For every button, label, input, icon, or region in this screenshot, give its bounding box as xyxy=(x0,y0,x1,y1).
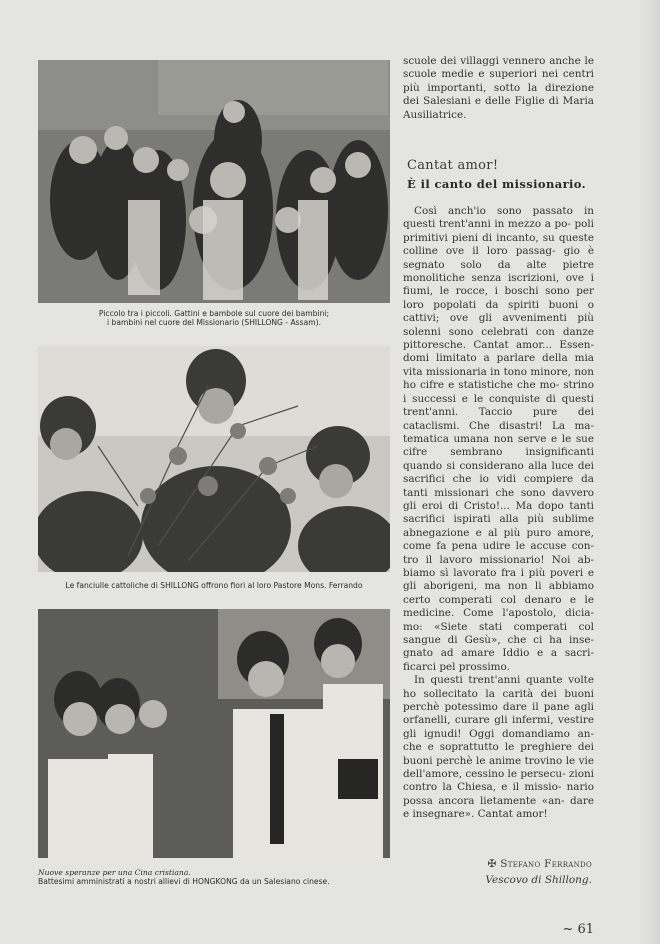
text-line: sangue di Gesù», che ci ha inse- xyxy=(403,634,594,646)
text-line: cataclismi. Che disastri! La ma- xyxy=(403,419,594,432)
intro-line: direzione dei Salesiani e delle xyxy=(403,81,594,108)
text-line: che e soprattutto le preghiere dei xyxy=(403,741,594,754)
photo-2-illustration xyxy=(38,346,390,572)
text-line: biamo sì lavorato fra i più poveri xyxy=(403,566,588,579)
text-line: quando si considerano alla luce dei xyxy=(403,459,594,472)
text-line: tanti missionari che sono davvero xyxy=(403,486,594,499)
section-subheading: È il canto del missionario. xyxy=(407,177,587,191)
signature-see: Vescovo di Shillong. xyxy=(485,874,592,886)
photo-girls-with-flowers xyxy=(38,346,390,572)
text-line: solenni sono celebrati con danze xyxy=(403,325,594,338)
text-line: certo comperati col denaro e le xyxy=(403,593,594,606)
text-line: nario possa ancora lietamente «an- xyxy=(403,781,594,807)
text-line: non ho cifre e statistiche che mo- xyxy=(403,365,594,392)
intro-line: le scuole medie e superiori nei xyxy=(403,55,594,81)
text-line: zioni contro la Chiesa, e il missio- xyxy=(403,768,594,794)
photo-3-illustration xyxy=(38,609,390,858)
text-line: gli ignudi! Oggi domandiamo an- xyxy=(403,727,594,740)
text-line: sue cifre sembrano insignificanti xyxy=(403,432,594,459)
text-line: vita missionaria in tono minore, xyxy=(403,365,575,378)
body-paragraph-1 xyxy=(403,205,594,674)
text-line: questi trent'anni. Taccio pure dei xyxy=(403,392,594,419)
intro-paragraph xyxy=(403,55,594,122)
text-line: cattivi; ove gli avvenimenti più xyxy=(403,312,594,325)
text-line: gio è segnato solo da alte pietre xyxy=(403,245,594,271)
text-line: loro popolati da spiriti buoni o xyxy=(403,298,594,311)
text-line: gnato ad amare Iddio e a sacri- xyxy=(403,647,594,660)
text-line: domi limitato a parlare della mia xyxy=(403,352,594,365)
page-number: ~ 61 xyxy=(562,922,594,937)
intro-line: scuole dei villaggi vennero anche xyxy=(403,55,585,67)
text-line: pittoresche. Cantat amor... Essen- xyxy=(403,339,594,352)
text-line: Così anch'io sono passato in xyxy=(414,205,594,217)
text-line: orfanelli, curare gli infermi, vestire xyxy=(403,714,594,727)
text-line: queste colline ove il loro passag- xyxy=(403,231,594,258)
text-line: mo: «Siete stati comperati col xyxy=(403,620,594,633)
body-paragraph-2 xyxy=(403,674,594,821)
text-line: perchè potessimo dare il pane agli xyxy=(403,701,594,714)
caption-photo-1-line-1: Piccolo tra i piccoli. Gattini e bambole sul cuore dei bambini; xyxy=(98,309,330,318)
page-edge-shadow xyxy=(638,0,660,944)
caption-photo-1 xyxy=(64,309,364,328)
article-body xyxy=(403,205,594,822)
intro-line: centri più importanti, sotto la xyxy=(403,68,594,94)
text-line: ho sollecitato la carità dei buoni xyxy=(403,687,594,700)
text-line: monolitiche senza iscrizioni, ove i xyxy=(403,272,594,285)
text-line: come fa pena udire le accuse con- xyxy=(403,540,594,553)
text-line: e gli aborigeni, ma non li abbiamo xyxy=(403,566,594,593)
caption-photo-3-italic: Nuove speranze per una Cina cristiana. xyxy=(38,868,191,877)
caption-photo-1-line-2: i bambini nel cuore del Missionario (SHILLONG - Assam). xyxy=(106,318,321,328)
text-line: dare e insegnare». Cantat amor! xyxy=(403,794,594,821)
article-intro xyxy=(403,55,594,122)
photo-baptism-hongkong xyxy=(38,609,390,858)
photo-1-illustration xyxy=(38,60,390,303)
photo-children-with-dolls xyxy=(38,60,390,303)
text-line: sacrifici ispirati alla più sublime xyxy=(403,513,594,526)
caption-photo-3-line: Battesimi amministrati a nostri allievi di HONGKONG da un Salesiano cinese. xyxy=(38,877,330,887)
text-line: medicine. Come l'apostolo, dicia- xyxy=(403,607,594,620)
text-line: abnegazione e al più puro amore, xyxy=(403,526,594,539)
text-line: tro il lavoro missionario! Noi ab- xyxy=(403,553,594,566)
text-line: In questi trent'anni quante volte xyxy=(414,674,594,687)
text-line: buoni perchè le anime trovino le xyxy=(403,754,579,767)
text-line: questi trent'anni in mezzo a po- xyxy=(403,218,575,231)
text-line: vie dell'amore, cessino le persecu- xyxy=(403,754,594,781)
text-line: fiumi, le rocce, i boschi sono per xyxy=(403,285,594,298)
text-line: tematica umana non serve e le xyxy=(403,432,576,445)
text-line: strino i successi e le conquiste di xyxy=(403,379,594,405)
caption-photo-2 xyxy=(38,581,390,590)
caption-photo-3 xyxy=(38,868,390,887)
caption-photo-2-line: Le fanciulle cattoliche di SHILLONG offrono fiori al loro Pastore Mons. Ferrando xyxy=(65,581,363,590)
text-line: poli primitivi pieni di incanto, su xyxy=(403,218,594,244)
section-heading: Cantat amor! xyxy=(407,158,499,173)
intro-line: Figlie di Maria Ausiliatrice. xyxy=(403,95,594,121)
text-line: gli eroi di Cristo!... Ma dopo tanti xyxy=(403,499,594,512)
text-line: sacrifici che io vidi compiere da xyxy=(403,473,594,486)
signature-name: ✠ Stefano Ferrando xyxy=(487,858,592,870)
text-line: ficarci pel prossimo. xyxy=(403,660,510,673)
